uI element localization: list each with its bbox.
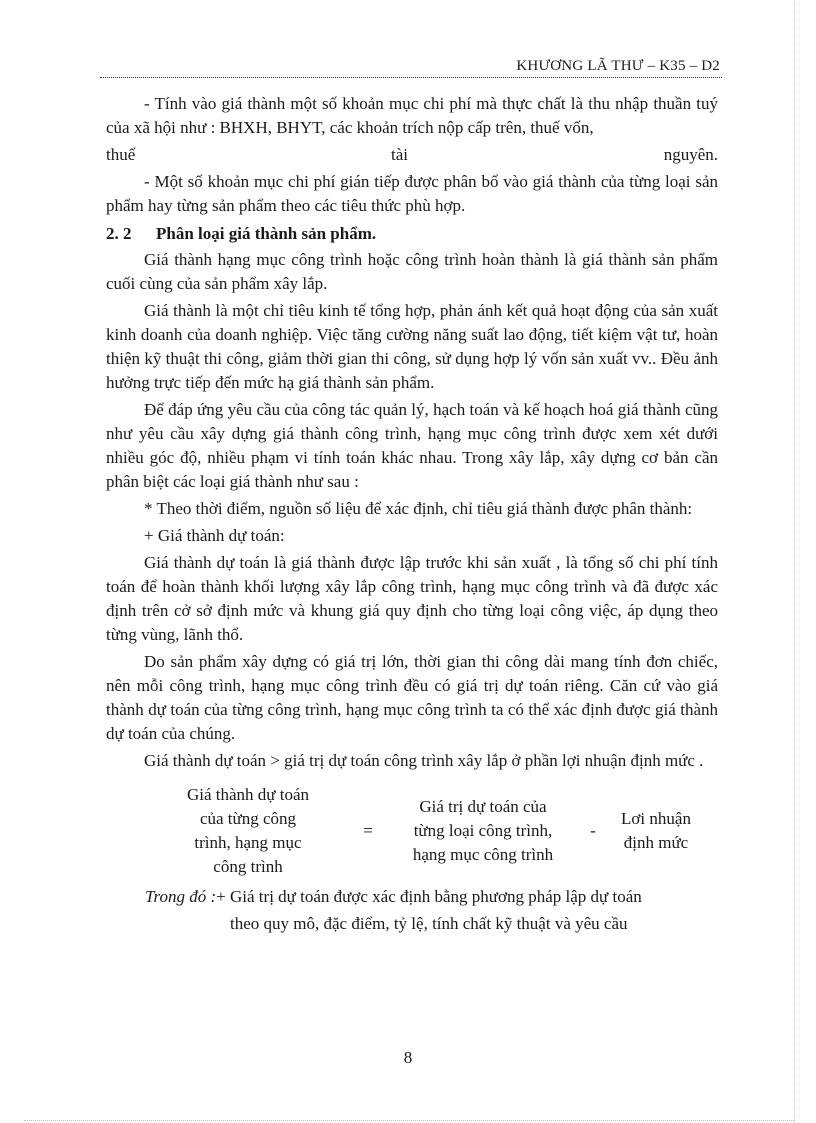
paragraph-8: Giá thành dự toán là giá thành được lập trước khi sản xuất , là tổng số chi phí tính toán để hoàn thành khối lượng xây lắp công trình, hạng mục công trình và đã được xác định trên cở sở định mức và khung giá quy định cho từng loại công việc, áp dụng theo từng vùng, lãnh thổ. [106,553,718,644]
cost-formula [106,783,718,879]
paragraph-7: + Giá thành dự toán: [144,526,285,545]
section-title: Phân loại giá thành sản phẩm. [156,224,377,243]
formula-minus-sign: - [590,821,596,840]
right-page-edge [794,0,795,1123]
formula-left-term: Giá thành dự toán của từng công trình, hạng mục công trình [186,785,310,876]
section-heading [106,222,718,246]
paragraph-1: - Tính vào giá thành một số khoản mục chi phí mà thực chất là thu nhập thuần tuý của xã hội như : BHXH, BHYT, các khoản trích nộp cấp trên, thuế vốn, [106,94,718,137]
where-label: Trong đó : [145,887,217,906]
paragraph-6: * Theo thời điểm, nguồn số liệu để xác định, chỉ tiêu giá thành được phân thành: [144,499,693,518]
paragraph-1-tail: thuế tài nguyên. [106,145,719,164]
formula-equals-sign: = [363,821,373,840]
formula-right-term: Lơi nhuận định mức [621,809,691,852]
paragraph-4: Giá thành là một chỉ tiêu kinh tế tổng hợp, phản ánh kết quả hoạt động của sản xuất kinh doanh của doanh nghiệp. Việc tăng cường năng suất lao động, tiết kiệm vật tư, hoàn thiện kỹ thuật thi công, giảm thời gian thi công, sử dụng hợp lý vốn sản xuất vv.. Đều ảnh hưởng trực tiếp đến mức hạ giá thành sản phẩm. [106,301,718,392]
paragraph-5: Để đáp ứng yêu cầu của công tác quản lý, hạch toán và kế hoạch hoá giá thành cũng như yêu cầu xây dựng giá thành công trình, hạng mục công trình được xem xét dưới nhiều góc độ, nhiều phạm vi tính toán khác nhau. Trong xây lắp, xây dựng cơ bản cần phân biệt các loại giá thành như sau : [106,400,718,491]
formula-middle-term: Giá trị dự toán của từng loại công trình, hạng mục công trình [412,797,554,864]
section-number: 2. 2 [106,224,132,243]
page-body [106,92,718,939]
header-divider [100,77,722,78]
running-header: KHƯƠNG LÃ THƯ – K35 – D2 [516,58,720,74]
paragraph-3: Giá thành hạng mục công trình hoặc công trình hoàn thành là giá thành sản phẩm cuối cùng của sản phẩm xây lắp. [106,250,718,293]
paragraph-10: Giá thành dự toán > giá trị dự toán công trình xây lắp ở phần lợi nhuận định mức . [144,751,704,770]
paragraph-2: - Một số khoản mục chi phí gián tiếp được phân bổ vào giá thành của từng loại sản phẩm hay từng sản phẩm theo các tiêu thức phù hợp. [106,172,718,215]
paragraph-9: Do sản phẩm xây dựng có giá trị lớn, thời gian thi công dài mang tính đơn chiếc, nên mỗi công trình, hạng mục công trình đều có giá trị dự toán riêng. Căn cứ vào giá thành dự toán của từng công trình, hạng mục công trình ta có thể xác định được giá thành dự toán của chúng. [106,652,718,743]
where-clause-continued: theo quy mô, đặc điểm, tỷ lệ, tính chất kỹ thuật và yêu cầu [230,914,628,933]
where-clause: Trong đó :+ Giá trị dự toán được xác định bằng phương pháp lập dự toán [145,887,642,906]
page-number: 8 [403,1048,413,1067]
bottom-page-edge [24,1120,794,1121]
